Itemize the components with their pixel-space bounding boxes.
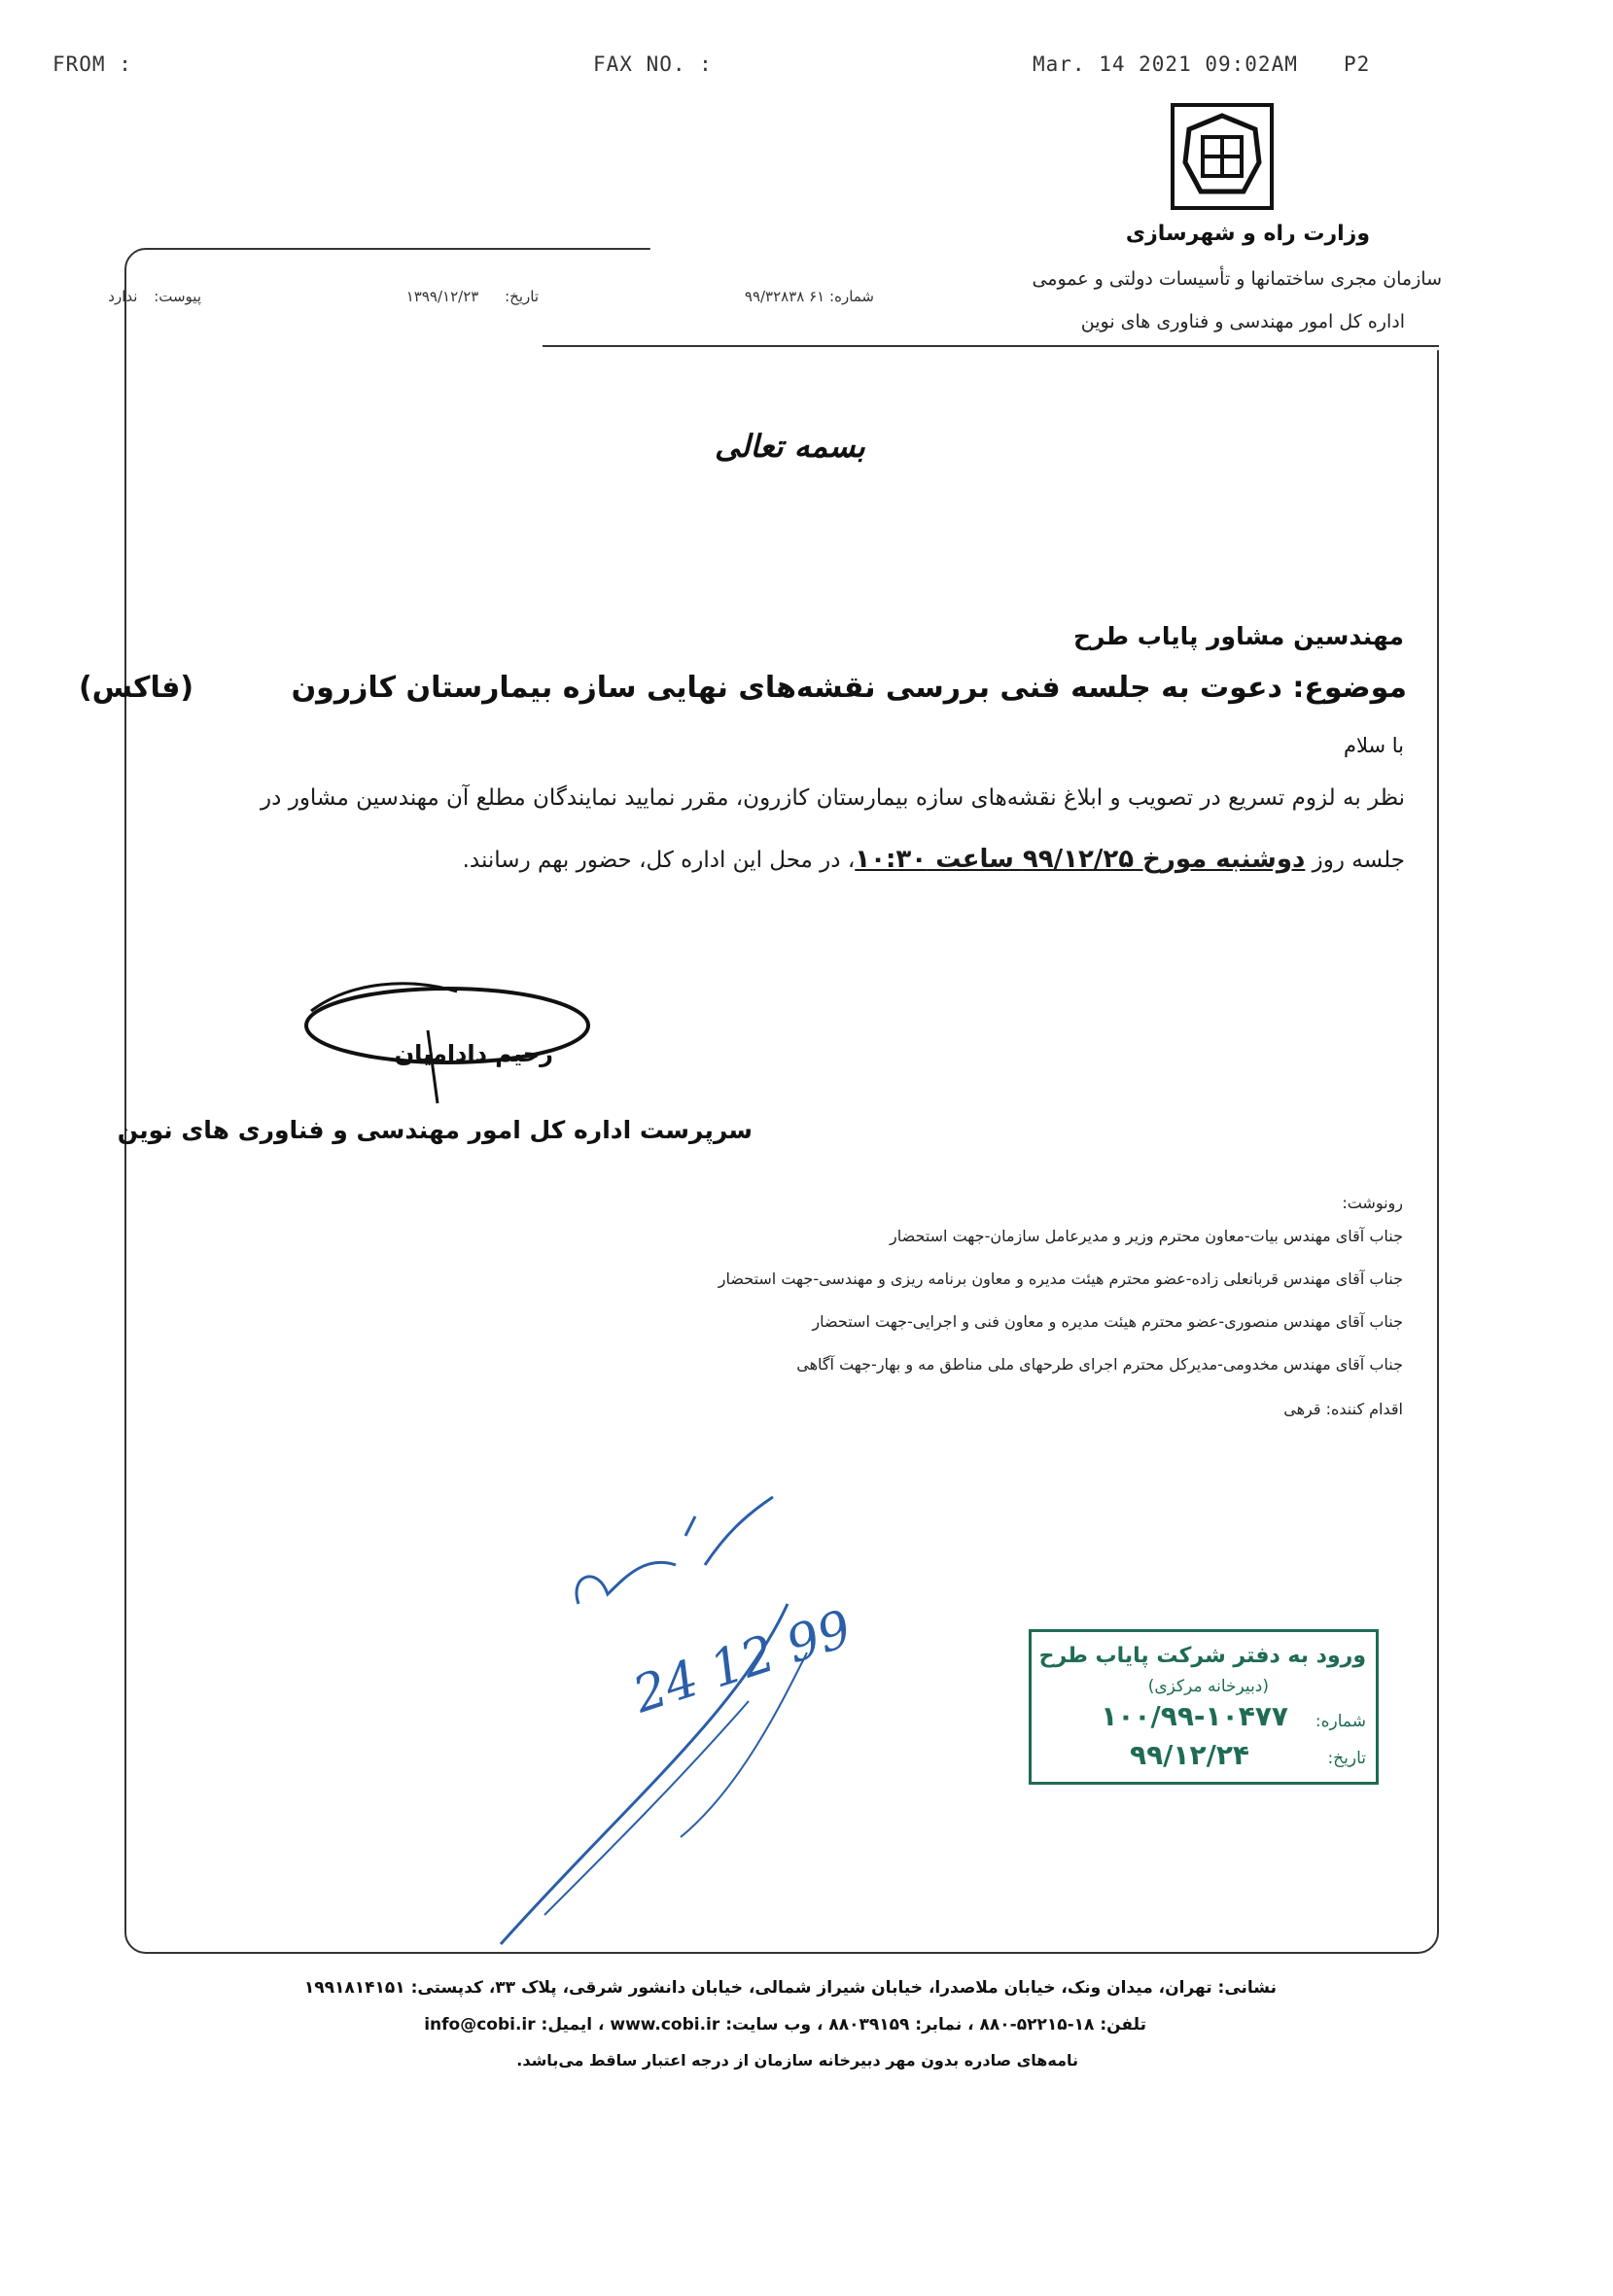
cc-item: جناب آقای مهندس منصوری-عضو محترم هیئت مدیره و معاون فنی و اجرایی-جهت استحضار bbox=[812, 1312, 1403, 1331]
cc-title: رونوشت: bbox=[1342, 1194, 1403, 1212]
fax-page-number: P2 bbox=[1344, 52, 1371, 76]
body-line2-start: جلسه روز bbox=[1312, 848, 1405, 873]
stamp-title: ورود به دفتر شرکت پایاب طرح bbox=[1038, 1644, 1366, 1668]
basmala: بسمه تعالی bbox=[715, 428, 865, 465]
number-label: شماره: bbox=[829, 288, 874, 305]
footer-note: نامه‌های صادره بدون مهر دبیرخانه سازمان از درجه اعتبار ساقط می‌باشد. bbox=[516, 2051, 1078, 2070]
number-value: ۶۱ ۹۹/۳۲۸۳۸ bbox=[744, 288, 825, 305]
subject-text: دعوت به جلسه فنی بررسی نقشه‌های نهایی سازه بیمارستان کازرون bbox=[291, 671, 1282, 705]
ministry-logo bbox=[1170, 102, 1275, 211]
cc-item: جناب آقای مهندس مخدومی-مدیرکل محترم اجرای طرحهای ملی مناطق مه و بهار-جهت آگاهی bbox=[796, 1355, 1403, 1374]
cc-item: جناب آقای مهندس بیات-معاون محترم وزیر و مدیرعامل سازمان-جهت استحضار bbox=[890, 1227, 1403, 1245]
attachment-value: ندارد bbox=[108, 288, 138, 305]
stamp-date-value: ۹۹/۱۲/۲۴ bbox=[1130, 1739, 1249, 1771]
receipt-stamp bbox=[1029, 1629, 1379, 1785]
organization-name: سازمان مجری ساختمانها و تأسیسات دولتی و عمومی bbox=[1032, 268, 1442, 290]
letter-number bbox=[745, 288, 874, 305]
fax-date-time: Mar. 14 2021 09:02AM bbox=[1033, 52, 1298, 76]
stamp-number-label: شماره: bbox=[1315, 1712, 1366, 1731]
stamp-subtitle: (دبیرخانه مرکزی) bbox=[1147, 1677, 1269, 1696]
footer-contact: تلفن: ۱۸-۵۲۲۱۵-۸۸۰ ، نمابر: ۸۸۰۳۹۱۵۹ ، وب سایت: www.cobi.ir ، ایمیل: info@cobi.ir bbox=[424, 2015, 1146, 2035]
handwritten-date: 24 12 99 bbox=[626, 1599, 859, 1725]
date-label: تاریخ: bbox=[505, 288, 539, 305]
fax-from-label: FROM : bbox=[53, 52, 132, 76]
department-name: اداره کل امور مهندسی و فناوری های نوین bbox=[1080, 311, 1405, 332]
greeting: با سلام bbox=[1343, 734, 1404, 757]
body-line2-end: ، در محل این اداره کل، حضور بهم رسانند. bbox=[462, 848, 856, 873]
attachment-label: پیوست: bbox=[154, 288, 201, 305]
fax-number-label: FAX NO. : bbox=[593, 52, 713, 76]
signatory-name: رحیم دادامیان bbox=[394, 1040, 553, 1067]
ministry-name: وزارت راه و شهرسازی bbox=[1125, 222, 1370, 246]
stamp-date-label: تاریخ: bbox=[1327, 1749, 1366, 1768]
footer-address: نشانی: تهران، میدان ونک، خیابان ملاصدرا، خیابان شیراز شمالی، خیابان دانشور شرقی، پلاک ۳۳، کدپستی: ۱۹۹۱۸۱۴۱۵۱ bbox=[303, 1978, 1277, 1998]
signatory-title: سرپرست اداره کل امور مهندسی و فناوری های نوین bbox=[117, 1116, 753, 1144]
cc-item: جناب آقای مهندس قربانعلی زاده-عضو محترم هیئت مدیره و معاون برنامه ریزی و مهندسی-جهت استحضار bbox=[718, 1270, 1403, 1288]
date-value: ۱۳۹۹/۱۲/۲۳ bbox=[405, 288, 479, 305]
subject-line bbox=[79, 671, 1407, 705]
stamp-number-value: ۱۰۰/۹۹-۱۰۴۷۷ bbox=[1101, 1700, 1288, 1732]
body-paragraph-line-2 bbox=[463, 836, 1405, 884]
recipient: مهندسین مشاور پایاب طرح bbox=[1072, 622, 1404, 650]
subject-prefix: موضوع: bbox=[1292, 671, 1407, 705]
body-paragraph-line-1: نظر به لزوم تسریع در تصویب و ابلاغ نقشه‌های سازه بیمارستان کازرون، مقرر نمایید نمایندگان مطلع آن مهندسین مشاور در bbox=[261, 785, 1405, 811]
header-divider bbox=[543, 345, 1439, 347]
subject-tag: (فاکس) bbox=[78, 671, 194, 705]
pen-stroke bbox=[486, 1594, 836, 1967]
action-by: اقدام کننده: قرهی bbox=[1283, 1400, 1403, 1418]
meeting-datetime: دوشنبه مورخ ۹۹/۱۲/۲۵ ساعت ۱۰:۳۰ bbox=[855, 845, 1306, 874]
